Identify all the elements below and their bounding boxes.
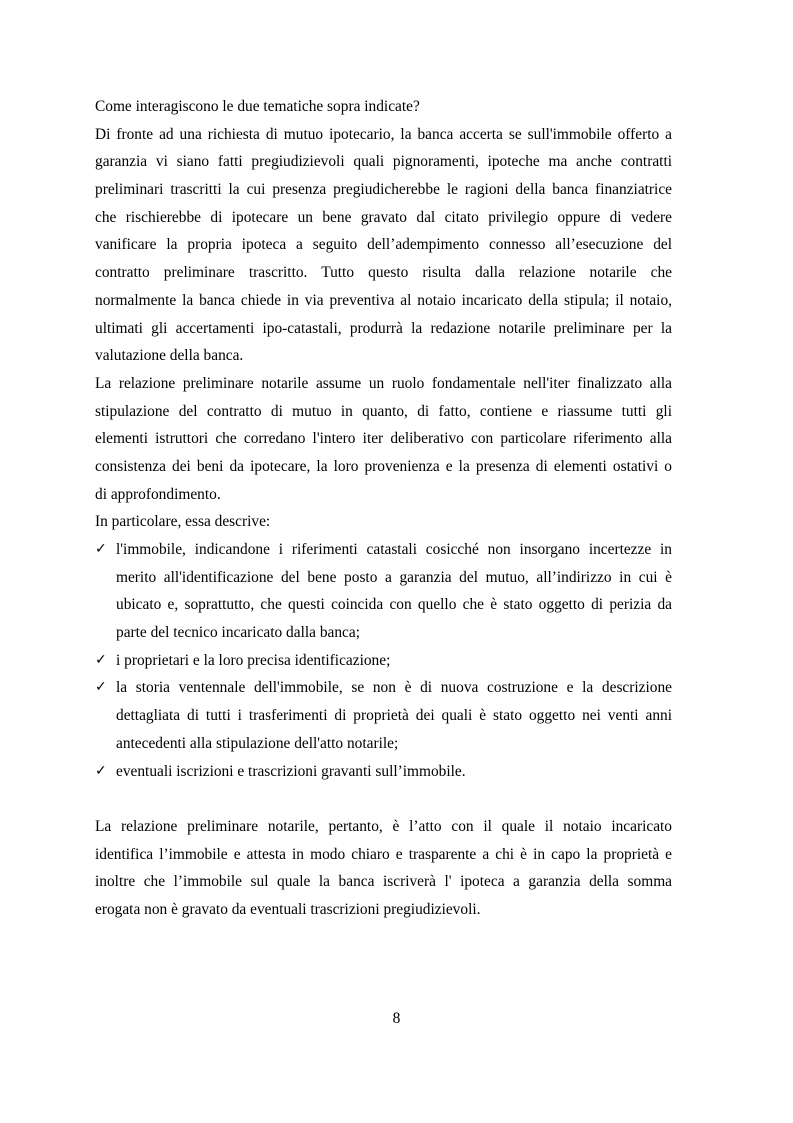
text-line: l'immobile, indicandone i riferimenti catastali cosicché non insorgano incertezze in bbox=[116, 541, 672, 558]
text-line: La relazione preliminare notarile assume un ruolo fondamentale nell'iter finalizzato alla bbox=[95, 374, 672, 392]
text-line: vanificare la propria ipoteca a seguito dell’adempimento connesso all’esecuzione del bbox=[95, 236, 672, 254]
checkmark-icon: ✓ bbox=[95, 651, 107, 668]
text-line: normalmente la banca chiede in via preventiva al notaio incaricato della stipula; il notaio, bbox=[95, 291, 672, 309]
checkmark-icon: ✓ bbox=[95, 541, 107, 557]
text-line: che rischierebbe di ipotecare un bene gravato dal citato privilegio oppure di vedere bbox=[95, 208, 672, 226]
question-line: Come interagiscono le due tematiche sopra indicate? bbox=[95, 98, 420, 115]
list-item bbox=[95, 758, 672, 786]
text-line: valutazione della banca. bbox=[95, 347, 244, 365]
page-number: 8 bbox=[392, 1010, 401, 1027]
paragraph-3 bbox=[95, 813, 672, 924]
text-line: dettagliata di tutti i trasferimenti di proprietà dei quali è stato oggetto nei venti anni bbox=[116, 707, 672, 725]
checkmark-icon: ✓ bbox=[95, 762, 107, 779]
text-line: i proprietari e la loro precisa identificazione; bbox=[116, 651, 391, 669]
text-line: La relazione preliminare notarile, pertanto, è l’atto con il quale il notaio incaricato bbox=[95, 817, 672, 835]
body-text bbox=[95, 93, 672, 924]
text-line: di approfondimento. bbox=[95, 485, 221, 503]
paragraph-gap bbox=[95, 785, 672, 813]
list-item bbox=[95, 674, 672, 757]
list-item bbox=[95, 536, 672, 647]
text-line: inoltre che l’immobile sul quale la banca iscriverà l' ipoteca a garanzia della somma bbox=[95, 873, 672, 891]
text-line: merito all'identificazione del bene posto a garanzia del mutuo, all’indirizzo in cui è bbox=[116, 568, 672, 586]
text-line: la storia ventennale dell'immobile, se non è di nuova costruzione e la descrizione bbox=[116, 679, 672, 697]
text-line: elementi istruttori che corredano l'intero iter deliberativo con particolare riferimento alla bbox=[95, 430, 672, 448]
text-line: contratto preliminare trascritto. Tutto questo risulta dalla relazione notarile che bbox=[95, 264, 672, 282]
checkmark-icon: ✓ bbox=[95, 679, 107, 696]
text-line: parte del tecnico incaricato dalla banca; bbox=[116, 624, 360, 642]
text-line: Di fronte ad una richiesta di mutuo ipotecario, la banca accerta se sull'immobile offerto a bbox=[95, 125, 672, 143]
bullet-list bbox=[95, 536, 672, 785]
list-intro: In particolare, essa descrive: bbox=[95, 513, 271, 531]
list-item bbox=[95, 647, 672, 675]
text-line: erogata non è gravato da eventuali trascrizioni pregiudizievoli. bbox=[95, 900, 481, 918]
text-line: preliminari trascritti la cui presenza pregiudicherebbe le ragioni della banca finanziatrice bbox=[95, 181, 672, 199]
paragraph-2 bbox=[95, 370, 672, 508]
text-line: garanzia vi siano fatti pregiudizievoli quali pignoramenti, ipoteche ma anche contratti bbox=[95, 153, 672, 171]
paragraph-1 bbox=[95, 121, 672, 370]
text-line: consistenza dei beni da ipotecare, la loro provenienza e la presenza di elementi ostativi o bbox=[95, 457, 672, 475]
text-line: identifica l’immobile e attesta in modo chiaro e trasparente a chi è in capo la proprietà e bbox=[95, 845, 672, 863]
text-line: antecedenti alla stipulazione dell'atto notarile; bbox=[116, 734, 399, 752]
text-line: ultimati gli accertamenti ipo-catastali, produrrà la redazione notarile preliminare per la bbox=[95, 319, 672, 337]
text-line: eventuali iscrizioni e trascrizioni gravanti sull’immobile. bbox=[116, 762, 466, 780]
text-line: stipulazione del contratto di mutuo in quanto, di fatto, contiene e riassume tutti gli bbox=[95, 402, 672, 420]
text-line: ubicato e, soprattutto, che questi coincida con quello che è stato oggetto di perizia da bbox=[116, 596, 672, 614]
